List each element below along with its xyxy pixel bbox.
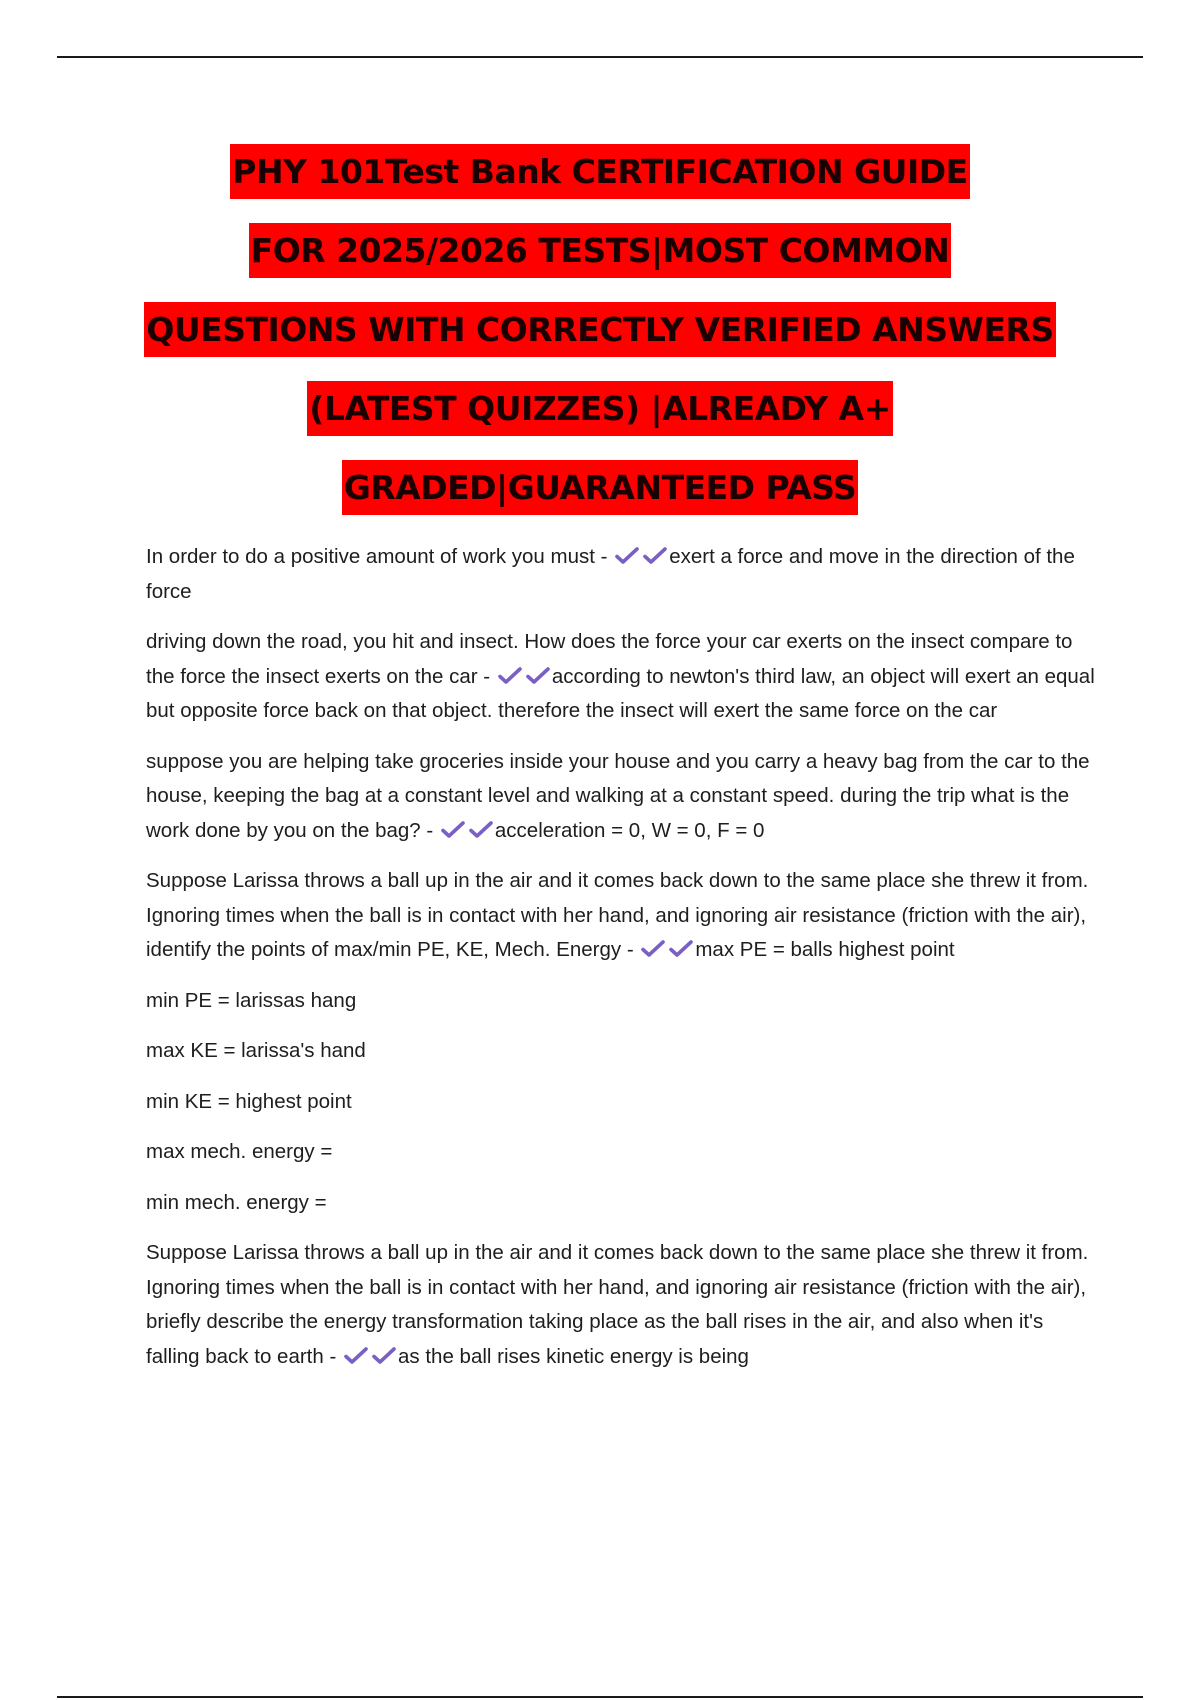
title-line-4: (LATEST QUIZZES) |ALREADY A+ — [0, 381, 1200, 460]
question-text: Suppose Larissa throws a ball up in the air and it comes back down to the same place she threw it from. Ignoring times when the ball is in contact with her hand, and ignoring air resistance (friction with the air), briefly describe the energy transformation taking place as the ball rises in the air, and also when it's falling back to earth - — [146, 1241, 1089, 1368]
check-icon — [439, 819, 467, 841]
check-icon — [613, 545, 641, 567]
top-rule — [57, 56, 1143, 58]
plain-line: min KE = highest point — [146, 1089, 352, 1113]
question-text: suppose you are helping take groceries inside your house and you carry a heavy bag from the car to the house, keeping the bag at a constant level and walking at a constant speed. during the trip what is the work done by you on the bag? - — [146, 749, 1090, 842]
check-marks — [613, 545, 669, 568]
check-icon — [467, 819, 495, 841]
check-marks — [342, 1345, 398, 1368]
qa-item — [146, 1236, 1096, 1374]
title-line-1: PHY 101Test Bank CERTIFICATION GUIDE — [0, 144, 1200, 223]
check-marks — [496, 665, 552, 688]
check-icon — [496, 665, 524, 687]
question-text: driving down the road, you hit and insect. How does the force your car exerts on the insect compare to the force the insect exerts on the car - — [146, 630, 1073, 688]
check-icon — [639, 938, 667, 960]
answer-text: acceleration = 0, W = 0, F = 0 — [494, 818, 765, 842]
bottom-rule — [57, 1696, 1143, 1698]
document-body — [146, 540, 1096, 1390]
qa-item — [146, 540, 1096, 609]
check-icon — [641, 545, 669, 567]
qa-item — [146, 625, 1096, 729]
qa-item — [146, 745, 1096, 849]
title-line-2: FOR 2025/2026 TESTS|MOST COMMON — [0, 223, 1200, 302]
answer-text: as the ball rises kinetic energy is being — [398, 1344, 749, 1368]
plain-line: min mech. energy = — [146, 1190, 327, 1214]
check-marks — [639, 938, 695, 961]
plain-line: max mech. energy = — [146, 1140, 333, 1163]
document-title — [0, 144, 1200, 539]
plain-line: max KE = larissa's hand — [146, 1039, 366, 1062]
plain-line: min PE = larissas hang — [146, 988, 357, 1012]
check-icon — [370, 1345, 398, 1367]
check-icon — [524, 665, 552, 687]
title-line-3: QUESTIONS WITH CORRECTLY VERIFIED ANSWERS — [0, 302, 1200, 381]
answer-text: max PE = balls highest point — [695, 938, 955, 961]
check-icon — [342, 1345, 370, 1367]
answer-text: exert a force and move in the direction of the force — [146, 545, 1075, 603]
check-icon — [667, 938, 695, 960]
question-text: In order to do a positive amount of work you must - — [146, 545, 608, 568]
question-text: Suppose Larissa throws a ball up in the air and it comes back down to the same place she threw it from. Ignoring times when the ball is in contact with her hand, and ignoring air resistance (friction with the air), identify the points of max/min PE, KE, Mech. Energy - — [146, 869, 1089, 961]
qa-item — [146, 864, 1096, 968]
title-line-5: GRADED|GUARANTEED PASS — [0, 460, 1200, 539]
answer-text: according to newton's third law, an object will exert an equal but opposite force back on that object. therefore the insect will exert the same force on the car — [146, 664, 1095, 722]
check-marks — [439, 819, 495, 842]
